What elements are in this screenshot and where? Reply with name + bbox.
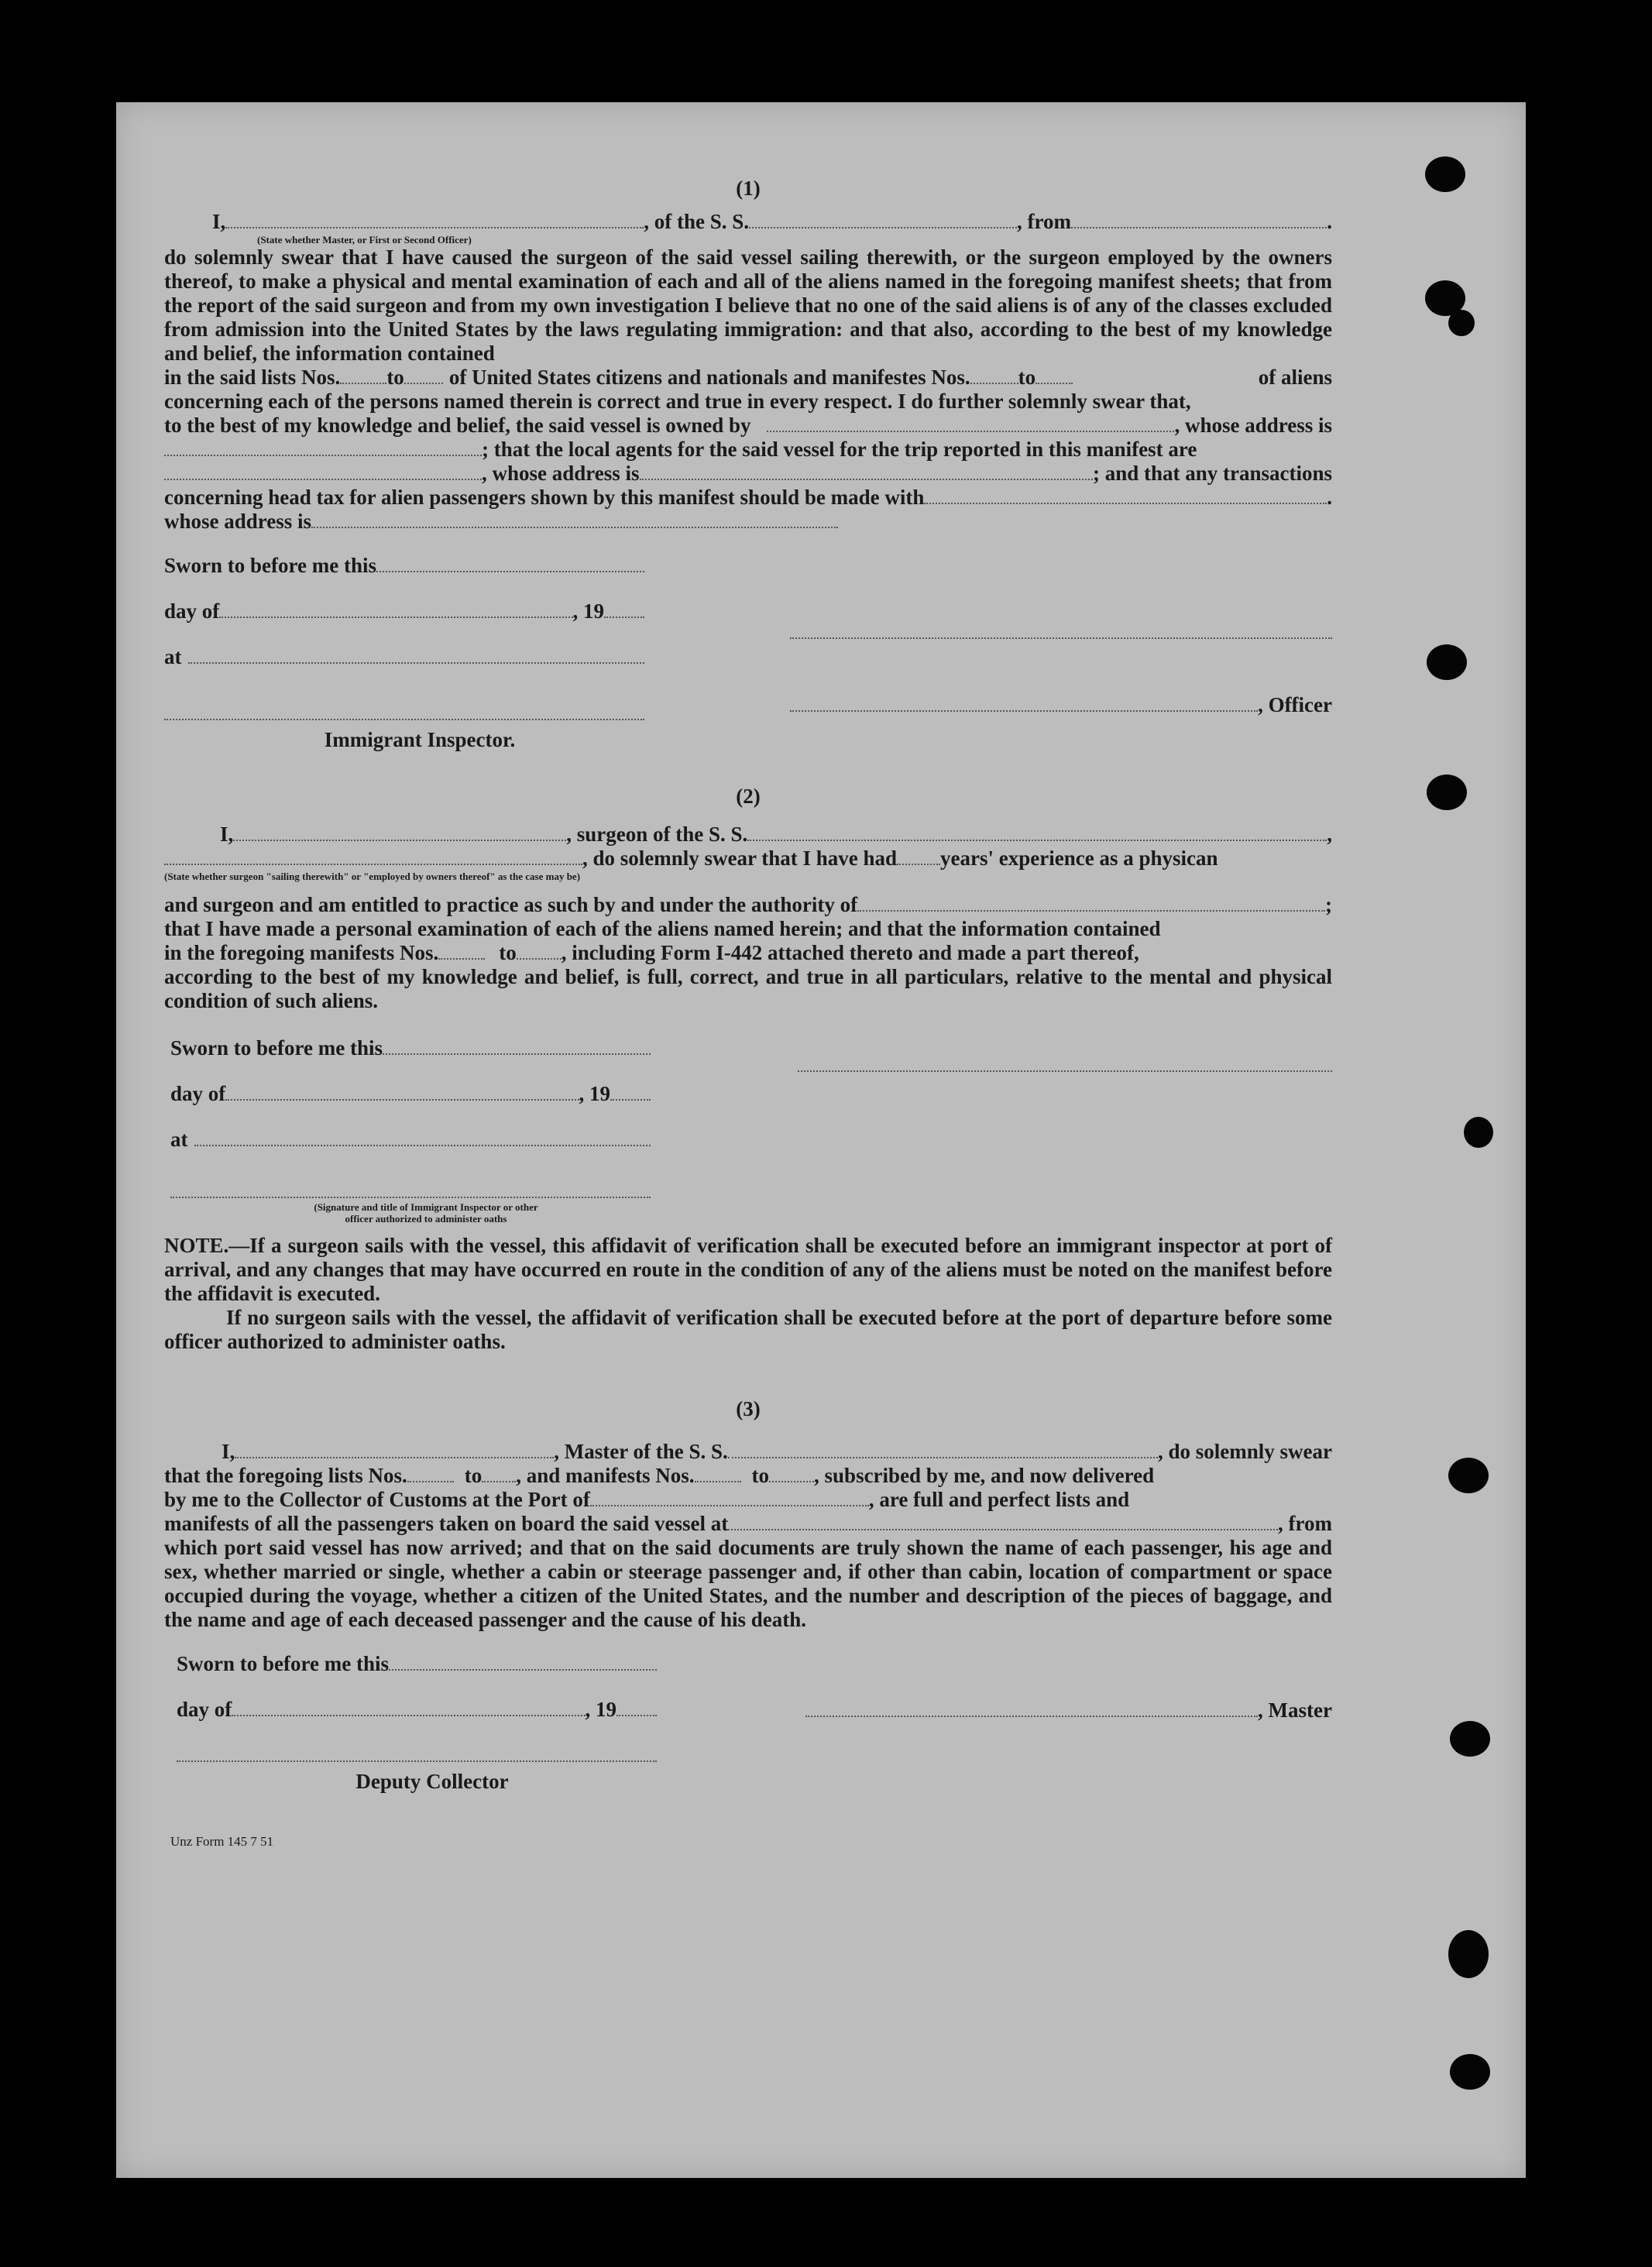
agents-field[interactable] xyxy=(164,462,482,480)
foregoing-line: that the foregoing lists Nos. to , and manifests Nos. to , subscribed by me, and now delivered xyxy=(164,1464,1155,1487)
owner-field[interactable] xyxy=(767,414,1175,432)
manifests-to-field[interactable] xyxy=(1036,366,1073,384)
authority-line: and surgeon and am entitled to practice as such by and under the authority of ; xyxy=(164,893,1332,916)
punch-hole xyxy=(1427,775,1467,810)
surgeon-signature-field[interactable] xyxy=(798,1053,1332,1072)
surgeon-vessel-field[interactable] xyxy=(747,823,1327,841)
vessel-field[interactable] xyxy=(749,210,1017,228)
master-signature-field[interactable] xyxy=(805,1699,1258,1717)
owner-address-field[interactable] xyxy=(164,438,482,456)
agents-address-field[interactable] xyxy=(640,462,1093,480)
note-paragraph-1: NOTE.—If a surgeon sails with the vessel, this affidavit of verification shall be executed before an immigrant inspector at port of arrival, and any changes that may have occurred en route in the condition of any of the aliens must be noted on the manifest before the affidavit is executed. xyxy=(164,1234,1332,1305)
section2-experience: , do solemnly swear that I have had years' experience as a physican xyxy=(164,847,1332,871)
sworn-day-field[interactable] xyxy=(376,554,644,572)
punch-hole xyxy=(1450,1721,1490,1757)
sworn-month-field[interactable] xyxy=(219,599,572,618)
punch-hole xyxy=(1425,156,1465,192)
section1-intro: I, , of the S. S. , from . xyxy=(212,210,1332,233)
officer-note: (State whether Master, or First or Second Officer) xyxy=(257,234,472,246)
master-signature-block: , Master xyxy=(805,1652,1332,1794)
punch-hole xyxy=(1450,2054,1490,2090)
section1-signatures xyxy=(164,554,1332,752)
sworn-month-field[interactable] xyxy=(225,1082,579,1101)
section-number: (1) xyxy=(736,177,761,200)
head-tax-field[interactable] xyxy=(924,486,1327,504)
experience-years-field[interactable] xyxy=(897,847,940,865)
manifests-from-field[interactable] xyxy=(695,1464,741,1482)
master-signature-field[interactable] xyxy=(790,620,1332,639)
section-number: (2) xyxy=(736,785,761,808)
section3-intro: I, , Master of the S. S. , do solemnly swear xyxy=(222,1440,1332,1463)
master-name-field[interactable] xyxy=(235,1440,554,1458)
agents-address-line: , whose address is ; and that any transactions xyxy=(164,462,1332,486)
sworn-year-field[interactable] xyxy=(616,1698,657,1716)
taken-on-board-line: manifests of all the passengers taken on board the said vessel at , from xyxy=(164,1512,1332,1535)
sworn-year-field[interactable] xyxy=(610,1082,651,1101)
section1-lists-line: in the said lists Nos. to of United States citizens and nationals and manifestes Nos. to of aliens xyxy=(164,366,1332,389)
manifests-from-field[interactable] xyxy=(970,366,1018,384)
surgeon-signature-block xyxy=(798,1036,1332,1225)
section1-sworn-block: Sworn to before me this day of , 19 at Immigrant Inspector. xyxy=(164,554,644,752)
section2-sworn-block: Sworn to before me this day of , 19 at (Signature and title of Immigrant Inspector or other officer authorized to administer oaths xyxy=(164,1036,651,1225)
inspector-signature-field[interactable] xyxy=(164,702,644,720)
section1-paragraph-a: do solemnly swear that I have caused the surgeon of the said vessel sailing therewith, or the surgeon employed by the owners thereof, to make a physical and mental examination of each and all of the aliens named in the foregoing manifest sheets; that from the report of the said surgeon and from my own investigation I believe that no one of the said aliens is of any of the classes excluded from admission into the United States by the laws regulating immigration: and that also, according to the best of my knowledge and belief, the information contained xyxy=(164,246,1333,365)
manifests-line: in the foregoing manifests Nos. to , including Form I-442 attached thereto and made a part thereof, xyxy=(164,941,1139,964)
signature-note: (Signature and title of Immigrant Inspector or other xyxy=(314,1201,538,1213)
note-paragraph-2: If no surgeon sails with the vessel, the affidavit of verification shall be executed before at the port of departure before some officer authorized to administer oaths. xyxy=(164,1306,1332,1353)
sworn-place-field[interactable] xyxy=(194,1128,651,1146)
sworn-place-field[interactable] xyxy=(188,645,645,664)
owned-by-line: to the best of my knowledge and belief, the said vessel is owned by , whose address is xyxy=(164,414,1332,437)
punch-hole xyxy=(1448,310,1475,336)
from-field[interactable] xyxy=(1071,210,1327,228)
section3-sworn-block: Sworn to before me this day of , 19 Deputy Collector xyxy=(164,1652,657,1794)
lists-from-field[interactable] xyxy=(407,1464,454,1482)
manifests-from-field[interactable] xyxy=(438,941,485,960)
sworn-year-field[interactable] xyxy=(604,599,644,618)
punch-hole xyxy=(1448,1930,1489,1978)
manifests-to-field[interactable] xyxy=(517,941,562,960)
section3-signatures xyxy=(164,1652,1332,1794)
sworn-month-field[interactable] xyxy=(232,1698,585,1716)
sworn-day-field[interactable] xyxy=(383,1036,651,1055)
section-number: (3) xyxy=(736,1397,761,1420)
lists-from-field[interactable] xyxy=(340,366,386,384)
section2-paragraph-a: that I have made a personal examination of each of the aliens named herein; and that the information contained xyxy=(164,917,1161,940)
section2-signatures xyxy=(164,1036,1332,1225)
form-page xyxy=(116,102,1526,2178)
form-number: Unz Form 145 7 51 xyxy=(170,1834,274,1849)
surgeon-note: (State whether surgeon "sailing therewith" or "employed by owners thereof" as the case may be) xyxy=(164,871,581,882)
head-tax-address-field[interactable] xyxy=(311,510,838,528)
collector-line: by me to the Collector of Customs at the Port of , are full and perfect lists and xyxy=(164,1488,1130,1511)
manifests-to-field[interactable] xyxy=(769,1464,814,1482)
signature-note: officer authorized to administer oaths xyxy=(345,1213,507,1225)
section2-paragraph-b: according to the best of my knowledge and belief, is full, correct, and true in all particulars, relative to the mental and physical condition of such aliens. xyxy=(164,965,1332,1012)
inspector-signature-field[interactable] xyxy=(170,1180,651,1198)
officer-signature-block: , Officer xyxy=(790,554,1332,752)
authority-field[interactable] xyxy=(857,893,1325,912)
inspector-label: Immigrant Inspector. xyxy=(324,728,516,751)
deputy-collector-label: Deputy Collector xyxy=(355,1770,509,1793)
master-vessel-field[interactable] xyxy=(728,1440,1158,1458)
section2-intro: I, , surgeon of the S. S. , xyxy=(220,823,1332,846)
surgeon-type-field[interactable] xyxy=(164,847,582,865)
surgeon-name-field[interactable] xyxy=(233,823,566,841)
lists-to-field[interactable] xyxy=(404,366,443,384)
punch-hole xyxy=(1464,1117,1493,1148)
port-field[interactable] xyxy=(590,1488,869,1506)
whose-address-line: whose address is xyxy=(164,510,1332,534)
local-agents-line: ; that the local agents for the said vessel for the trip reported in this manifest are xyxy=(164,438,1332,462)
affidavit-sheet xyxy=(164,177,1332,1853)
section1-paragraph-b: concerning each of the persons named therein is correct and true in every respect. I do further solemnly swear that, xyxy=(164,390,1191,413)
officer-field[interactable] xyxy=(225,210,644,228)
section3-paragraph: which port said vessel has now arrived; and that on the said documents are truly shown the name of each passenger, his age and sex, whether married or single, whether a cabin or steerage passenger and, if other than cabin, location of compartment or space occupied during the voyage, whether a citizen of the United States, and the number and description of the pieces of baggage, and the name and age of each deceased passenger and the cause of his death. xyxy=(164,1536,1332,1631)
departure-port-field[interactable] xyxy=(728,1512,1278,1530)
punch-hole xyxy=(1427,644,1467,680)
head-tax-line: concerning head tax for alien passengers shown by this manifest should be made with . xyxy=(164,486,1332,509)
collector-signature-field[interactable] xyxy=(177,1743,657,1762)
punch-hole xyxy=(1448,1458,1489,1493)
officer-signature-field[interactable] xyxy=(790,693,1258,712)
lists-to-field[interactable] xyxy=(482,1464,516,1482)
sworn-day-field[interactable] xyxy=(389,1652,657,1671)
